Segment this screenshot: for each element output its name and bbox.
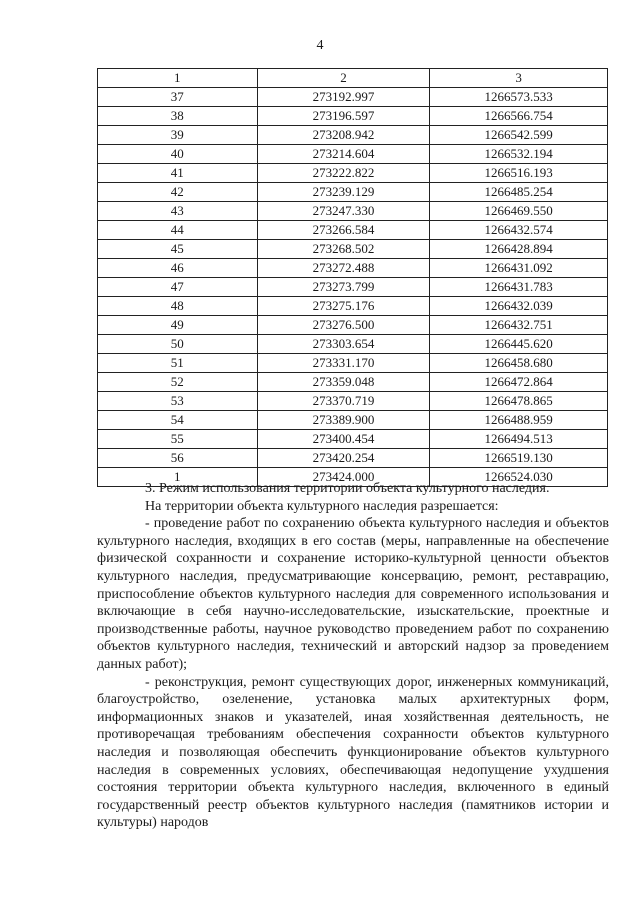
- table-row: [98, 373, 608, 392]
- y-coordinate-cell: 1266542.599: [430, 126, 608, 145]
- y-coordinate-cell: 1266573.533: [430, 88, 608, 107]
- y-coordinate-cell: 1266478.865: [430, 392, 608, 411]
- point-number-cell: 45: [98, 240, 258, 259]
- x-coordinate-cell: 273272.488: [257, 259, 430, 278]
- point-number-cell: 52: [98, 373, 258, 392]
- table-row: [98, 183, 608, 202]
- y-coordinate-cell: 1266494.513: [430, 430, 608, 449]
- point-number-cell: 39: [98, 126, 258, 145]
- y-coordinate-cell: 1266428.894: [430, 240, 608, 259]
- point-number-cell: 43: [98, 202, 258, 221]
- y-coordinate-cell: 1266532.194: [430, 145, 608, 164]
- y-coordinate-cell: 1266431.783: [430, 278, 608, 297]
- y-coordinate-cell: 1266431.092: [430, 259, 608, 278]
- table-body: [98, 88, 608, 487]
- table-row: [98, 259, 608, 278]
- table-row: [98, 107, 608, 126]
- point-number-cell: 53: [98, 392, 258, 411]
- table-row: [98, 145, 608, 164]
- y-coordinate-cell: 1266488.959: [430, 411, 608, 430]
- table-row: [98, 164, 608, 183]
- point-number-cell: 55: [98, 430, 258, 449]
- y-coordinate-cell: 1266458.680: [430, 354, 608, 373]
- y-coordinate-cell: 1266445.620: [430, 335, 608, 354]
- point-number-cell: 41: [98, 164, 258, 183]
- x-coordinate-cell: 273275.176: [257, 297, 430, 316]
- table-row: [98, 335, 608, 354]
- x-coordinate-cell: 273389.900: [257, 411, 430, 430]
- x-coordinate-cell: 273370.719: [257, 392, 430, 411]
- table-row: [98, 88, 608, 107]
- table-row: [98, 202, 608, 221]
- point-number-cell: 40: [98, 145, 258, 164]
- y-coordinate-cell: 1266519.130: [430, 449, 608, 468]
- intro-paragraph: На территории объекта культурного наследия разрешается:: [145, 498, 499, 514]
- table-row: [98, 449, 608, 468]
- point-number-cell: 48: [98, 297, 258, 316]
- x-coordinate-cell: 273331.170: [257, 354, 430, 373]
- point-number-cell: 50: [98, 335, 258, 354]
- x-coordinate-cell: 273266.584: [257, 221, 430, 240]
- table-row: [98, 240, 608, 259]
- page-number: 4: [316, 38, 324, 53]
- y-coordinate-cell: 1266485.254: [430, 183, 608, 202]
- x-coordinate-cell: 273208.942: [257, 126, 430, 145]
- table-row: [98, 221, 608, 240]
- table-row: [98, 411, 608, 430]
- table-row: [98, 430, 608, 449]
- table-header-row: [98, 69, 608, 88]
- y-coordinate-cell: 1266516.193: [430, 164, 608, 183]
- point-number-cell: 42: [98, 183, 258, 202]
- body-text: [97, 480, 609, 832]
- point-number-cell: 46: [98, 259, 258, 278]
- section-heading: 3. Режим использования территории объекта культурного наследия.: [145, 481, 550, 496]
- table-row: [98, 297, 608, 316]
- y-coordinate-cell: 1266432.574: [430, 221, 608, 240]
- table-row: [98, 354, 608, 373]
- table-row: [98, 392, 608, 411]
- list-item: - проведение работ по сохранению объекта культурного наследия и объектов культурного наследия, входящих в его состав (меры, направленные на обеспечение физической сохранности и сохранение историко-культурной ценности объектов культурного наследия, предусматривающие консервацию, ремонт, реставрацию, приспособление объектов культурного наследия для современного использования и включающие в себя научно-исследовательские, изыскательские, проектные и производственные работы, научное руководство проведением работ по сохранению объектов культурного наследия, технический и авторский надзор за проведением данных работ);: [97, 516, 609, 672]
- x-coordinate-cell: 273239.129: [257, 183, 430, 202]
- point-number-cell: 54: [98, 411, 258, 430]
- point-number-cell: 37: [98, 88, 258, 107]
- y-coordinate-cell: 1266524.030: [430, 468, 608, 487]
- column-header: 2: [257, 69, 430, 88]
- table-row: [98, 316, 608, 335]
- x-coordinate-cell: 273247.330: [257, 202, 430, 221]
- x-coordinate-cell: 273359.048: [257, 373, 430, 392]
- coordinates-table: [97, 68, 608, 487]
- x-coordinate-cell: 273420.254: [257, 449, 430, 468]
- point-number-cell: 51: [98, 354, 258, 373]
- column-header: 3: [430, 69, 608, 88]
- y-coordinate-cell: 1266566.754: [430, 107, 608, 126]
- x-coordinate-cell: 273222.822: [257, 164, 430, 183]
- x-coordinate-cell: 273400.454: [257, 430, 430, 449]
- table-row: [98, 126, 608, 145]
- y-coordinate-cell: 1266432.751: [430, 316, 608, 335]
- point-number-cell: 47: [98, 278, 258, 297]
- list-item: - реконструкция, ремонт существующих дорог, инженерных коммуникаций, благоустройство, озеленение, установка малых архитектурных форм, информационных знаков и указателей, иная хозяйственная деятельность, не противоречащая требованиям обеспечения сохранности объектов культурного наследия и позволяющая обеспечить функционирование объектов культурного наследия в современных условиях, обеспечивающая недопущение ухудшения состояния территории объекта культурного наследия, включенного в единый государственный реестр объектов культурного наследия (памятников истории и культуры) народов: [97, 674, 609, 831]
- y-coordinate-cell: 1266469.550: [430, 202, 608, 221]
- point-number-cell: 44: [98, 221, 258, 240]
- x-coordinate-cell: 273196.597: [257, 107, 430, 126]
- column-header: 1: [98, 69, 258, 88]
- y-coordinate-cell: 1266472.864: [430, 373, 608, 392]
- point-number-cell: 1: [98, 468, 258, 487]
- x-coordinate-cell: 273273.799: [257, 278, 430, 297]
- table-row: [98, 278, 608, 297]
- x-coordinate-cell: 273214.604: [257, 145, 430, 164]
- point-number-cell: 38: [98, 107, 258, 126]
- x-coordinate-cell: 273276.500: [257, 316, 430, 335]
- x-coordinate-cell: 273192.997: [257, 88, 430, 107]
- x-coordinate-cell: 273424.000: [257, 468, 430, 487]
- x-coordinate-cell: 273303.654: [257, 335, 430, 354]
- point-number-cell: 56: [98, 449, 258, 468]
- point-number-cell: 49: [98, 316, 258, 335]
- x-coordinate-cell: 273268.502: [257, 240, 430, 259]
- y-coordinate-cell: 1266432.039: [430, 297, 608, 316]
